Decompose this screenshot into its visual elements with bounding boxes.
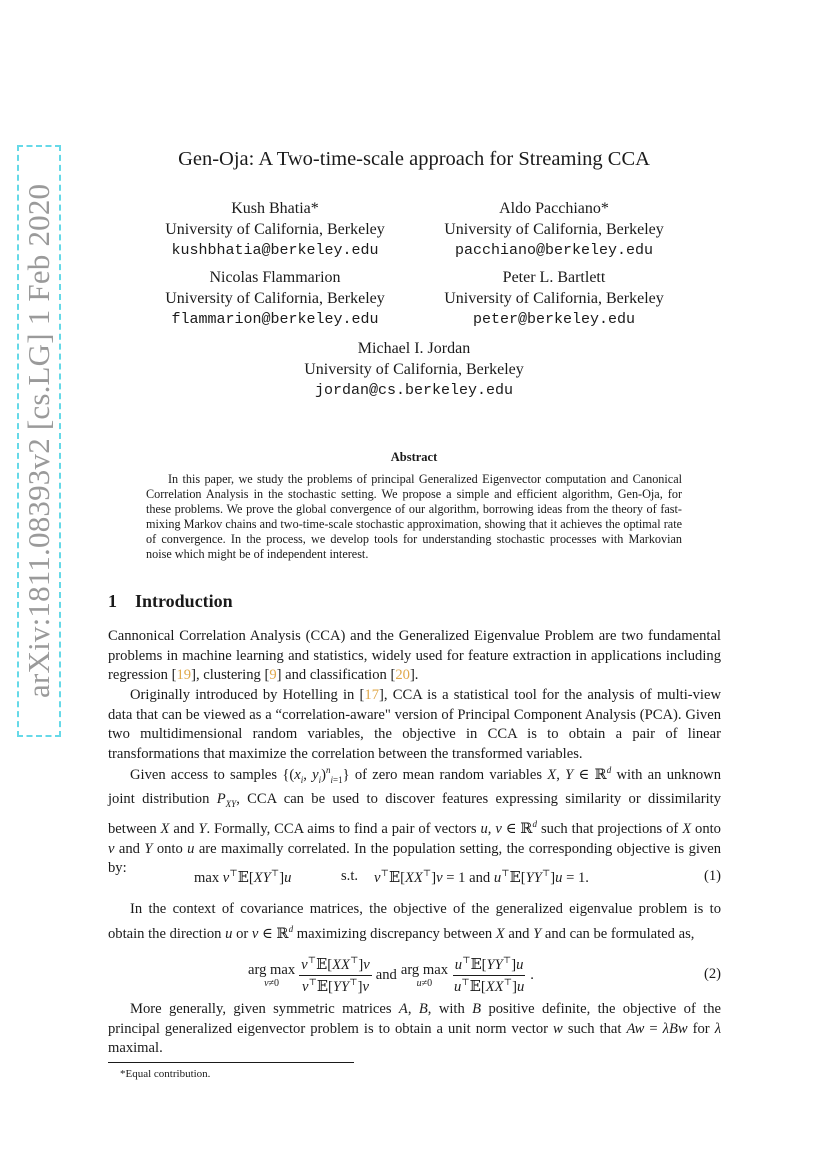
paragraph-text: and [173,820,195,837]
paragraph-text: are maximally correlated. In the population setting, the corresponding objective is given by: [108,840,721,877]
author-email[interactable]: peter@berkeley.edu [472,311,636,328]
math-inline: X [682,820,692,837]
footnote: *Equal contribution. [120,1068,211,1080]
paragraph-text: ], CCA is a statistical tool for the analysis of multi-view data that can be viewed as a “correlation-aware" version of Principal Component Analysis (PCA). Given two multidimensional random variables, the objective in CCA is to obtain a pair of linear transformations that maximize the correlation between the transformed variables. [108,687,721,763]
author-affiliation: University of California, Berkeley [444,290,664,307]
citation-link[interactable]: 20 [395,667,410,684]
paragraph-text: such that [567,1020,622,1037]
math-inline: u [187,840,195,857]
paragraph-text: maximal. [108,1040,163,1057]
paragraph-text: ], clustering [ [191,667,270,684]
math-inline: w [553,1020,563,1037]
paragraph-text: . Formally, CCA aims to find a pair of vectors [206,820,477,837]
math-inline: λ [714,1020,722,1037]
paper-title: Gen-Oja: A Two-time-scale approach for Streaming CCA [178,148,650,170]
equation-word: and [375,966,397,983]
math-inline: u [225,925,233,942]
paragraph [108,627,721,686]
math-inline: $P_{XY}$ [216,791,237,810]
author-name: Kush Bhatia* [231,200,319,217]
paragraph [108,761,721,879]
author-block [157,198,393,261]
equation-st: s.t. [341,868,359,884]
math-inline: A, B [398,1001,428,1017]
section-number: 1 [108,591,117,611]
abstract-heading: Abstract [390,450,438,464]
math-inline: {($x_i$, $y_i)^n_{i=1}$} [282,765,350,785]
author-email[interactable]: pacchiano@berkeley.edu [454,242,654,259]
paragraph-text: onto [695,820,721,837]
author-name: Nicolas Flammarion [209,269,341,286]
equation-2 [108,954,721,996]
math-inline: Y [533,925,542,942]
math-inline: v ∈ ℝ$^d$ [251,923,294,942]
paragraph-text: or [236,925,249,942]
paragraph-text: In the context of covariance matrices, the objective of the generalized eigenvalue problem is to obtain the direction [108,901,721,942]
paragraph-text: for [692,1020,710,1037]
citation-link[interactable]: 9 [269,667,277,684]
paragraph-text: Given access to samples [130,766,278,783]
paragraph-text: Originally introduced by Hotelling in [ [130,687,365,703]
author-email[interactable]: kushbhatia@berkeley.edu [171,242,379,259]
paragraph [108,686,721,765]
math-inline: Y [198,820,207,837]
paragraph [108,1000,721,1059]
section-heading [108,591,233,612]
math-inline: u, v ∈ ℝ$^d$ [480,819,538,837]
footnote-divider [108,1062,354,1063]
math-inline: X [495,925,505,942]
section-title: Introduction [135,591,233,611]
author-email[interactable]: flammarion@berkeley.edu [171,311,379,328]
author-affiliation: University of California, Berkeley [165,221,385,238]
equation-number: (2) [703,966,721,982]
author-name: Peter L. Bartlett [502,269,606,286]
paragraph-text: onto [156,840,183,857]
author-email[interactable]: jordan@cs.berkeley.edu [314,382,514,399]
citation-link[interactable]: 19 [176,667,192,684]
paragraph-text: and can be formulated as, [544,925,695,942]
math-inline: B [472,1001,482,1017]
paragraph-text: ] and classification [ [276,667,396,684]
math-inline: X, Y ∈ ℝ$^d$ [547,765,612,783]
author-affiliation: University of California, Berkeley [444,221,664,238]
equation-word: and [469,869,491,886]
author-affiliation: University of California, Berkeley [304,361,524,378]
author-name: Michael I. Jordan [357,340,471,357]
author-block [157,267,393,330]
paragraph-text: and [118,840,140,857]
paragraph-text: maximizing discrepancy between [296,925,493,942]
equation-body: arg max v≠0 $\frac{v^⊤𝔼[XX^⊤]v}{v^⊤𝔼[YY^⊤]v}$ and arg max u≠0 $\frac{u^⊤𝔼[YY^⊤]u}{u^⊤𝔼[XX^⊤]u}$ . [248,954,534,995]
paragraph-text: positive definite, the objective of the principal generalized eigenvector problem is to obtain a unit norm vector [108,1001,722,1037]
paragraph-text: Cannonical Correlation Analysis (CCA) and the Generalized Eigenvalue Problem are two fundamental problems in machine learning and statistics, widely used for feature extraction in applications including regression [ [108,628,721,684]
paragraph-text: such that projections of [540,820,679,837]
author-affiliation: University of California, Berkeley [165,290,385,307]
equation-constraint: v⊤𝔼[XX⊤]v = 1 and u⊤𝔼[YY⊤]u = 1. [374,868,589,886]
citation-link[interactable]: 17 [364,687,380,703]
paragraph [108,900,721,944]
abstract-text: In this paper, we study the problems of principal Generalized Eigenvector computation and Canonical Correlation Analysis in the stochastic setting. We propose a simple and efficient algorithm, Gen-Oja, for these problems. We prove the global convergence of our algorithm, borrowing ideas from the theory of fast-mixing Markov chains and two-time-scale stochastic approximation, showing that it achieves the optimal rate of convergence. In the process, we develop tools for understanding stochastic processes with Markovian noise which might be of independent interest. [146,472,682,561]
arxiv-identifier: arXiv:1811.08393v2 [cs.LG] 1 Feb 2020 [21,183,56,699]
paragraph-text: and [508,925,530,942]
paragraph-text: ]. [409,667,419,684]
math-inline: Aw = λBw [626,1020,688,1037]
math-inline: Y [144,840,153,857]
equation-lhs: max v⊤𝔼[XY⊤]u [194,868,292,886]
paragraph-text: of zero mean random variables [354,766,543,783]
paragraph-text: with an unknown joint distribution [108,766,722,808]
author-block [437,198,671,261]
math-inline: X [160,820,170,837]
math-inline: v [108,840,115,857]
paragraph-text: , CCA can be used to discover features expressing similarity or dissimilarity between [108,791,722,837]
paragraph-text: More generally, given symmetric matrices [130,1001,392,1017]
author-block [437,267,671,330]
paragraph-text: , with [427,1001,465,1017]
equation-number: (1) [703,868,721,884]
author-name: Aldo Pacchiano* [499,200,609,217]
author-block [300,338,528,401]
equation-operator: arg max [248,961,296,978]
equation-operator: arg max [400,961,448,978]
